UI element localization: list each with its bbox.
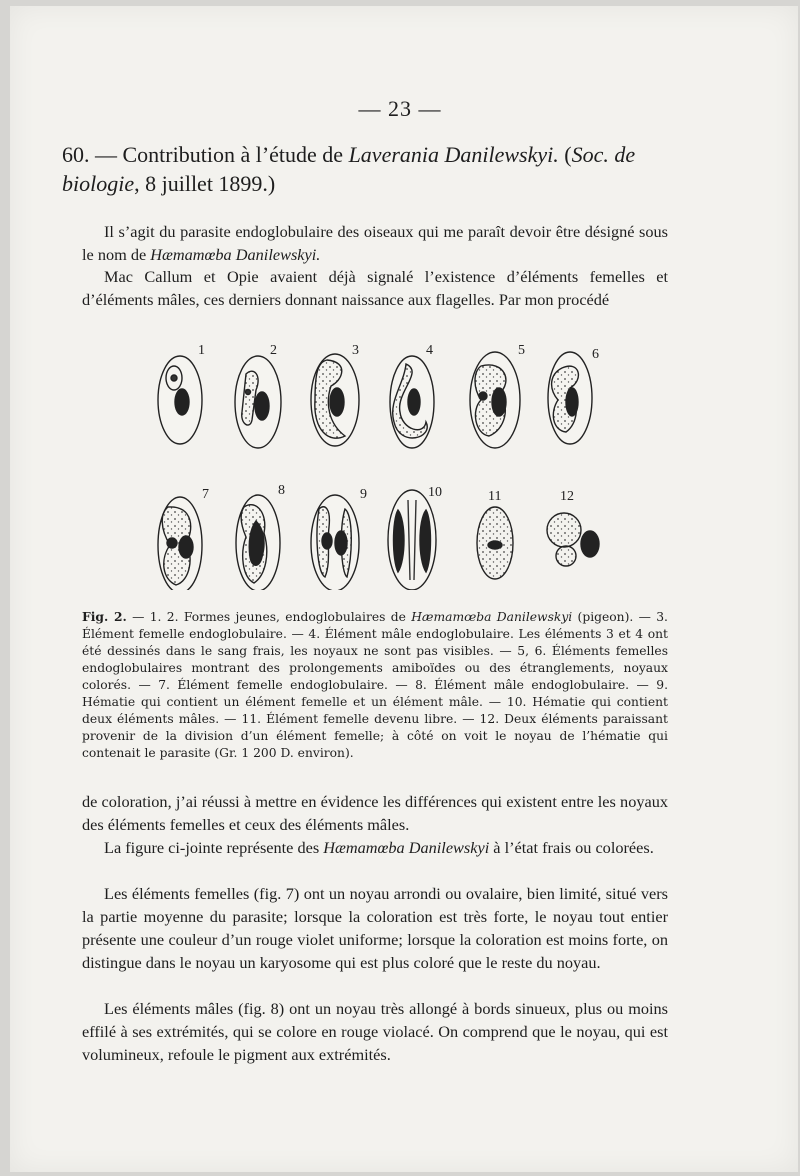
- paragraph-6: [82, 997, 668, 1066]
- cell-number-7: 7: [202, 487, 209, 502]
- paragraph-4: [82, 836, 668, 859]
- cell-6: [548, 352, 592, 444]
- cell-number-8: 8: [278, 483, 285, 498]
- entry-dash: —: [89, 142, 123, 167]
- caption-text-b: (pigeon). — 3. Élément femelle endoglobulaire. — 4. Élément mâle endoglobulaire. Les éléments 3 et 4 ont été dessinés dans le sang frais, les noyaux ne sont pas visibles. — 5, 6. Éléments femelles endoglobulaires montrant des prolongements amiboïdes ou des étranglements, noyaux colorés. — 7. Élément femelle endoglobulaire. — 8. Élément mâle endoglobulaire. — 9. Hématie qui contient un élément femelle et un élément mâle. — 10. Hématie qui contient deux éléments mâles. — 11. Élément femelle devenu libre. — 12. Deux éléments paraissant provenir de la division d’un élément femelle; à côté on voit le noyau de l’hématie qui contenait le parasite (Gr. 1 200 D. environ).: [82, 610, 668, 760]
- entry-source-journal: Soc. de biologie: [62, 142, 636, 196]
- cell-number-12: 12: [560, 489, 574, 504]
- paragraph-3-text: de coloration, j’ai réussi à mettre en évidence les différences qui existent entre les noyaux des éléments femelles et ceux des éléments mâles.: [82, 792, 668, 834]
- entry-title-text: Contribution à l’étude de: [122, 142, 349, 167]
- figure-caption: [82, 608, 668, 762]
- paragraph-3: [82, 790, 668, 836]
- cell-8: [236, 495, 280, 590]
- cell-number-5: 5: [518, 343, 525, 358]
- paragraph-2: [82, 265, 668, 311]
- cell-number-6: 6: [592, 347, 599, 362]
- paragraph-4-text-a: La figure ci-jointe représente des: [104, 838, 324, 857]
- cell-2: [235, 356, 281, 448]
- cell-number-4: 4: [426, 343, 433, 358]
- paragraph-5-text: Les éléments femelles (fig. 7) ont un noyau arrondi ou ovalaire, bien limité, situé vers la partie moyenne du parasite; lorsque la coloration est très forte, le noyau tout entier présente une couleur d’un rouge violet uniforme; lorsque la coloration est moins forte, on distingue dans le noyau un karyosome qui est plus coloré que le reste du noyau.: [82, 884, 668, 972]
- cell-4: [390, 356, 434, 448]
- cell-number-10: 10: [428, 485, 442, 500]
- paragraph-1-text: Il s’agit du parasite endoglobulaire des oiseaux qui me paraît devoir être désigné sous le nom de: [82, 222, 668, 264]
- entry-title-species: Laverania Danilewskyi.: [348, 142, 559, 167]
- paragraph-1-species: Hæmamœba Danilewskyi.: [150, 245, 321, 264]
- cell-5: [470, 352, 520, 448]
- cell-11: [477, 507, 513, 579]
- cell-9: [311, 495, 359, 590]
- paragraph-4-text-b: à l’état frais ou colorées.: [489, 838, 654, 857]
- paragraph-4-species: Hæmamœba Danilewskyi: [323, 838, 490, 857]
- cell-1: [158, 356, 202, 444]
- entry-source-open: (: [558, 142, 572, 167]
- caption-species: Hæmamœba Danilewskyi: [411, 610, 573, 624]
- cell-3: [311, 354, 359, 446]
- entry-heading: [62, 140, 682, 198]
- cell-number-9: 9: [360, 487, 367, 502]
- page-number: — 23 —: [358, 96, 442, 121]
- paragraph-6-text: Les éléments mâles (fig. 8) ont un noyau très allongé à bords sinueux, plus ou moins effilé à ses extrémités, qui se colore en rouge violacé. On comprend que le noyau, qui est volumineux, refoule le pigment aux extrémités.: [82, 999, 668, 1064]
- paragraph-5: [82, 882, 668, 974]
- cell-7: [158, 497, 202, 590]
- cell-12: [547, 513, 599, 566]
- entry-number: 60.: [62, 142, 90, 167]
- cell-number-2: 2: [270, 343, 277, 358]
- cell-10: [388, 490, 436, 590]
- figure-label: Fig. 2.: [82, 609, 127, 624]
- cell-number-3: 3: [352, 343, 359, 358]
- caption-text-a: — 1. 2. Formes jeunes, endoglobulaires de: [126, 610, 412, 624]
- figure-plate: [150, 340, 620, 590]
- paragraph-2-text: Mac Callum et Opie avaient déjà signalé l’existence d’éléments femelles et d’éléments mâles, ces derniers donnant naissance aux flagelles. Par mon procédé: [82, 267, 668, 309]
- paragraph-1: [82, 220, 668, 266]
- cell-number-11: 11: [488, 489, 502, 504]
- cell-number-1: 1: [198, 343, 205, 358]
- entry-source-date: , 8 juillet 1899.): [134, 171, 276, 196]
